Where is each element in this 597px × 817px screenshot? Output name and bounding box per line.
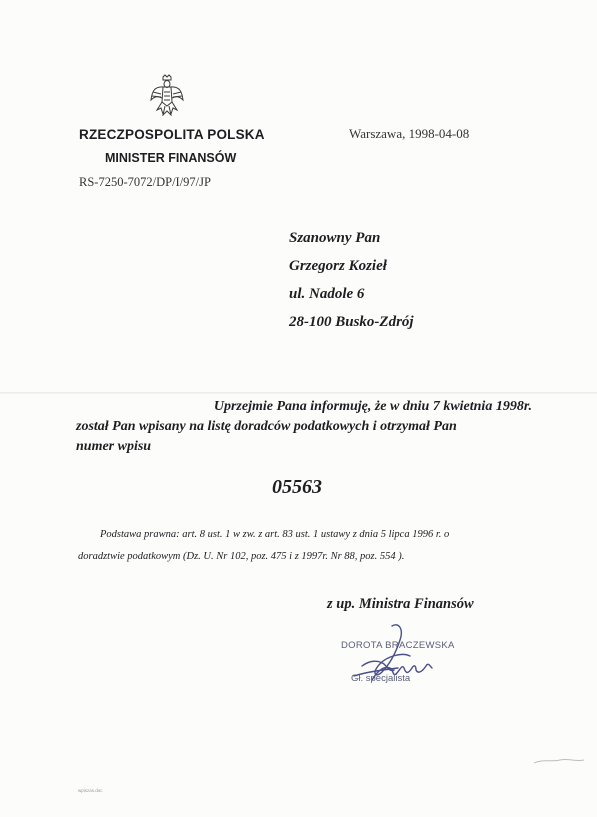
letterhead-country: RZECZPOSPOLITA POLSKA [79,127,265,142]
stamp-name: DOROTA BRACZEWSKA [341,640,455,651]
recipient-name: Grzegorz Kozieł [289,258,387,274]
polish-eagle-icon [150,74,184,116]
legal-basis [78,524,544,568]
body-paragraph [76,397,532,457]
recipient-city: 28-100 Busko-Zdrój [289,314,414,330]
handwritten-signature [332,620,462,690]
recipient-street: ul. Nadole 6 [289,286,365,302]
body-line-3: numer wpisu [76,439,152,454]
ink-smudge [532,757,586,765]
footer-note: wpiszas.doc [78,788,103,793]
fold-line [0,392,597,394]
legal-basis-line-2: doradztwie podatkowym (Dz. U. Nr 102, poz. 475 i z 1997r. Nr 88, poz. 554 ). [78,551,405,562]
closing-line: z up. Ministra Finansów [327,596,474,612]
stamp-role: Gł. specjalista [351,673,411,684]
body-line-2: został Pan wpisany na listę doradców podatkowych i otrzymał Pan [76,419,457,434]
reference-number: RS-7250-7072/DP/I/97/JP [79,175,211,189]
body-line-1: Uprzejmie Pana informuję, że w dniu 7 kwietnia 1998r. [213,399,532,414]
recipient-salutation: Szanowny Pan [289,230,381,246]
letterhead-office: MINISTER FINANSÓW [105,151,237,165]
legal-basis-line-1: Podstawa prawna: art. 8 ust. 1 w zw. z art. 83 ust. 1 ustawy z dnia 5 lipca 1996 r. o [100,529,450,540]
entry-number: 05563 [272,476,322,498]
date-line: Warszawa, 1998-04-08 [349,126,470,141]
